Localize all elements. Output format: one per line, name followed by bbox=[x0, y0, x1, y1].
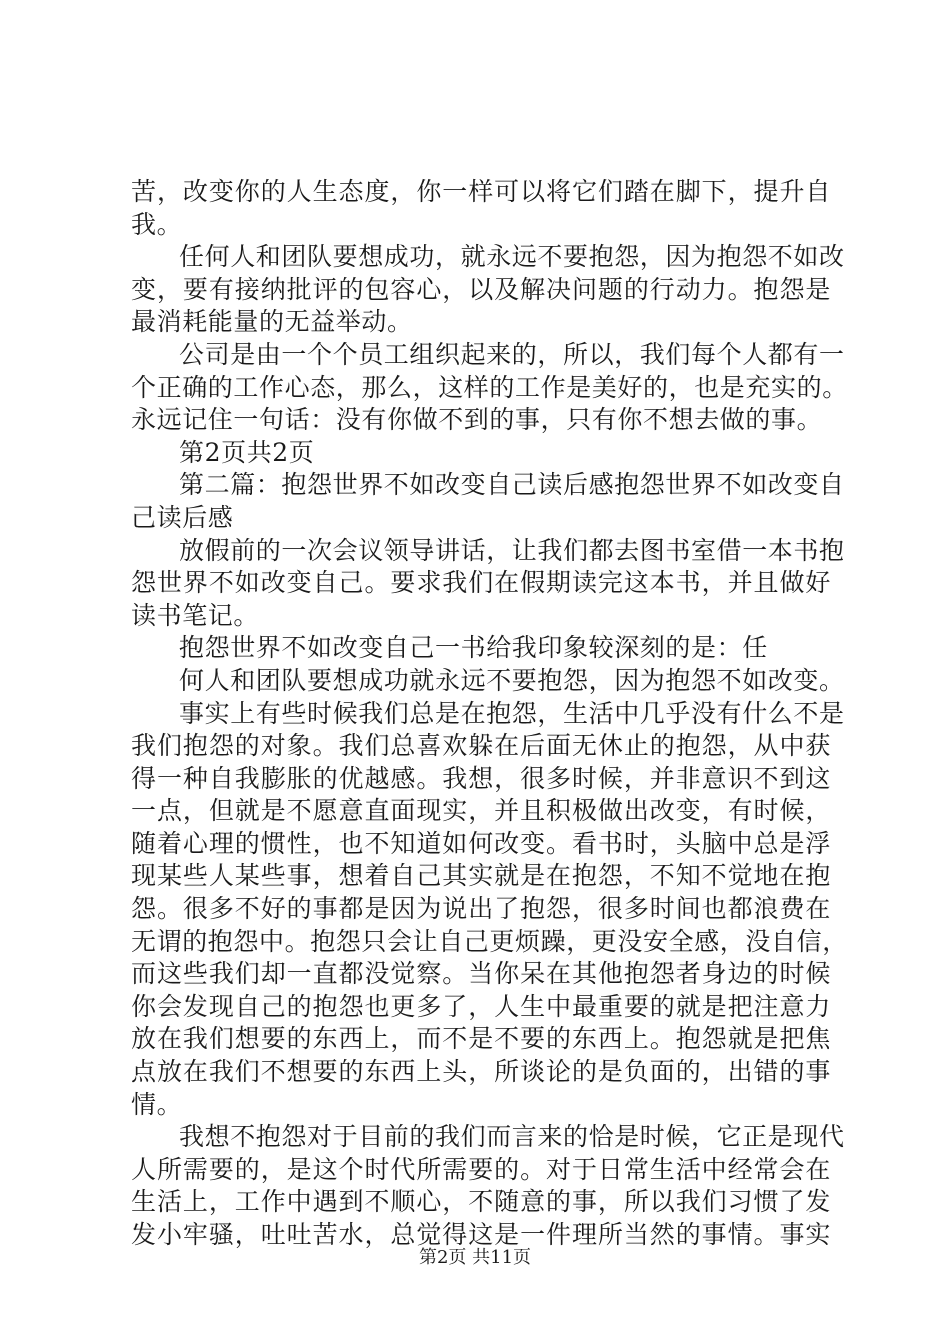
text-line: 情。 bbox=[131, 1089, 183, 1119]
section-heading: 第二篇：抱怨世界不如改变自己读后感抱怨世界不如改变自 bbox=[179, 470, 845, 500]
text-line: 点放在我们不想要的东西上头，所谈论的是负面的，出错的事 bbox=[131, 1057, 831, 1087]
text-line: 怨世界不如改变自己。要求我们在假期读完这本书，并且做好 bbox=[131, 568, 831, 598]
body-text bbox=[131, 176, 848, 1252]
text-line: 我想不抱怨对于目前的我们而言来的恰是时候，它正是现代 bbox=[179, 1122, 845, 1152]
section-heading-cont: 己读后感 bbox=[131, 502, 234, 532]
text-line: 公司是由一个个员工组织起来的，所以，我们每个人都有一 bbox=[179, 339, 845, 369]
text-line: 放在我们想要的东西上，而不是不要的东西上。抱怨就是把焦 bbox=[131, 1024, 831, 1054]
text-line: 我。 bbox=[131, 209, 183, 239]
text-line: 任何人和团队要想成功，就永远不要抱怨，因为抱怨不如改 bbox=[179, 242, 845, 272]
text-line: 一点，但就是不愿意直面现实，并且积极做出改变，有时候， bbox=[131, 796, 831, 826]
text-line: 人所需要的，是这个时代所需要的。对于日常生活中经常会在 bbox=[131, 1154, 831, 1184]
text-line: 放假前的一次会议领导讲话，让我们都去图书室借一本书抱 bbox=[179, 535, 845, 565]
text-line: 读书笔记。 bbox=[131, 600, 260, 630]
text-line: 生活上，工作中遇到不顺心，不随意的事，所以我们习惯了发 bbox=[131, 1187, 831, 1217]
text-line: 何人和团队要想成功就永远不要抱怨，因为抱怨不如改变。 bbox=[179, 665, 845, 695]
text-line: 个正确的工作心态，那么，这样的工作是美好的，也是充实的。 bbox=[131, 372, 848, 402]
page-footer: 第2页 共11页 bbox=[418, 1247, 532, 1268]
text-line: 发小牢骚，吐吐苦水，总觉得这是一件理所当然的事情。事实 bbox=[131, 1220, 831, 1249]
text-line: 我们抱怨的对象。我们总喜欢躲在后面无休止的抱怨，从中获 bbox=[131, 731, 831, 761]
text-line: 你会发现自己的抱怨也更多了，人生中最重要的就是把注意力 bbox=[131, 991, 831, 1021]
text-line: 苦，改变你的人生态度，你一样可以将它们踏在脚下，提升自 bbox=[131, 177, 831, 206]
text-line: 得一种自我膨胀的优越感。我想，很多时候，并非意识不到这 bbox=[131, 763, 831, 793]
text-line: 怨。很多不好的事都是因为说出了抱怨，很多时间也都浪费在 bbox=[131, 894, 831, 924]
text-line: 变，要有接纳批评的包容心，以及解决问题的行动力。抱怨是 bbox=[131, 274, 831, 304]
text-line: 无谓的抱怨中。抱怨只会让自己更烦躁，更没安全感，没自信， bbox=[131, 926, 848, 956]
text-line: 事实上有些时候我们总是在抱怨，生活中几乎没有什么不是 bbox=[179, 698, 845, 728]
page-marker: 第2页共2页 bbox=[179, 437, 315, 467]
text-line: 而这些我们却一直都没觉察。当你呆在其他抱怨者身边的时候 bbox=[131, 959, 831, 989]
text-line: 最消耗能量的无益举动。 bbox=[131, 307, 413, 337]
text-line: 现某些人某些事，想着自己其实就是在抱怨，不知不觉地在抱 bbox=[131, 861, 831, 891]
text-line: 永远记住一句话：没有你做不到的事，只有你不想去做的事。 bbox=[131, 405, 823, 435]
text-line: 抱怨世界不如改变自己一书给我印象较深刻的是：任 bbox=[179, 633, 768, 663]
text-line: 随着心理的惯性，也不知道如何改变。看书时，头脑中总是浮 bbox=[131, 828, 831, 858]
